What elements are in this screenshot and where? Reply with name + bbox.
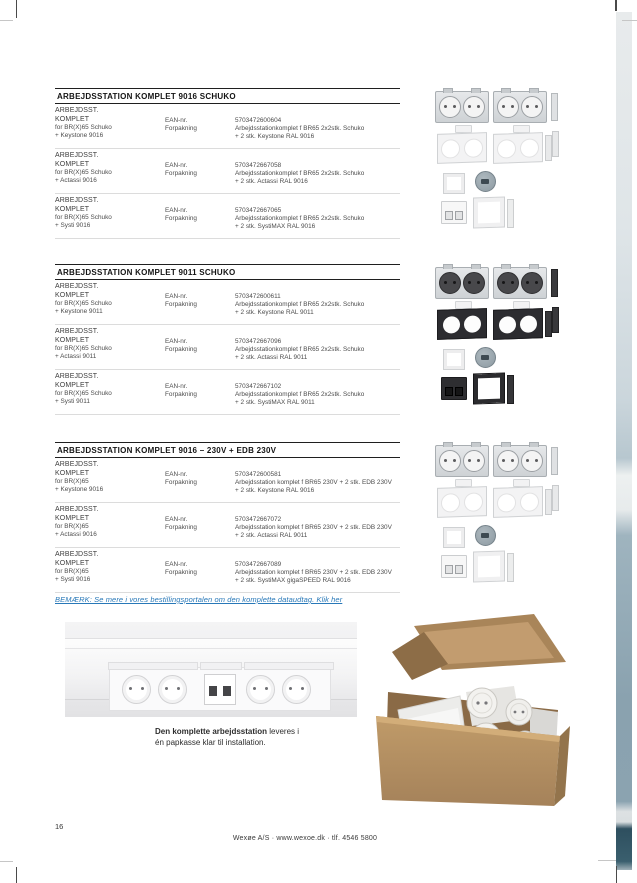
square-frame-illustration [443, 349, 465, 370]
crop-mark-top-right-v [615, 0, 617, 11]
product-variant: + Actassi 9011 [55, 353, 97, 361]
crop-mark-bottom-right-v [616, 866, 617, 883]
socket-hole [520, 315, 537, 333]
field-labels-cell [165, 328, 235, 369]
crop-mark-bottom-left-h [0, 861, 13, 862]
end-cap-illustration [551, 269, 558, 297]
schuko-socket-icon [463, 272, 485, 294]
socket-hole [441, 493, 460, 513]
cardboard-box-illustration [362, 608, 574, 808]
caption-bold: Den komplette arbejdsstation [155, 727, 268, 736]
ean-label: EAN-nr. [165, 382, 188, 390]
product-variant: + Systi 9016 [55, 576, 91, 584]
values-cell [235, 506, 400, 547]
packaging-description: + 2 stk. Actassi RAL 9016 [235, 177, 308, 185]
packaging-description: Arbejdsstation komplet f BR65 230V + 2 stk. EDB 230V [235, 523, 392, 531]
packaging-description: + 2 stk. Keystone RAL 9016 [235, 486, 315, 494]
cover-strip [108, 662, 198, 670]
table-title: ARBEJDSSTATION KOMPLET 9016 – 230V + EDB 230V [55, 442, 400, 458]
product-name-line: KOMPLET [55, 205, 90, 213]
product-name-line: ARBEJDSST. [55, 283, 99, 290]
table-row [55, 194, 400, 239]
square-frame-illustration [443, 527, 465, 548]
product-name-cell [55, 328, 165, 369]
data-outlet-illustration [441, 377, 467, 400]
field-labels-cell [165, 107, 235, 148]
data-outlet-illustration [441, 201, 467, 224]
packaging-description: Arbejdsstationkomplet f BR65 2x2stk. Schuko [235, 169, 365, 177]
product-table-9011-schuko [55, 264, 400, 415]
field-labels-cell [165, 283, 235, 324]
ean-number: 5703472667096 [235, 337, 282, 345]
product-name-line: ARBEJDSST. [55, 328, 99, 335]
socket-module-illustration [493, 267, 547, 299]
table-title: ARBEJDSSTATION KOMPLET 9016 SCHUKO [55, 88, 400, 104]
values-cell [235, 328, 400, 369]
photo-mounted-workstation [65, 622, 357, 717]
packaging-label: Forpakning [165, 390, 197, 398]
next-page-edge-photo [616, 12, 632, 870]
product-name-line: KOMPLET [55, 336, 90, 344]
packaging-description: Arbejdsstationkomplet f BR65 2x2stk. Schuko [235, 300, 365, 308]
packaging-description: + 2 stk. Keystone RAL 9011 [235, 308, 314, 316]
table-row [55, 548, 400, 593]
field-labels-cell [165, 152, 235, 193]
product-name-line: KOMPLET [55, 469, 90, 477]
product-table-9016-230v-edb [55, 442, 400, 593]
ean-label: EAN-nr. [165, 116, 188, 124]
table-row [55, 370, 400, 415]
side-strip-illustration [552, 131, 559, 157]
rect-frame-illustration [473, 372, 505, 404]
schuko-socket-icon [158, 675, 187, 704]
values-cell [235, 461, 400, 502]
table-row [55, 149, 400, 194]
socket-hole [441, 139, 460, 159]
packaging-label: Forpakning [165, 124, 197, 132]
danish-socket-icon [521, 450, 543, 472]
crop-mark-bottom-left-v [16, 867, 17, 883]
packaging-label: Forpakning [165, 523, 197, 531]
schuko-socket-icon [439, 272, 461, 294]
socket-hole [499, 316, 516, 334]
product-variant: for BR(X)65 [55, 478, 89, 485]
field-labels-cell [165, 551, 235, 592]
socket-module-illustration [493, 91, 547, 123]
packaging-label: Forpakning [165, 345, 197, 353]
ean-number: 5703472667065 [235, 206, 282, 214]
packaging-description: Arbejdsstation komplet f BR65 230V + 2 stk. EDB 230V [235, 478, 392, 486]
crop-mark-top-right-h [622, 20, 637, 21]
product-name-line: ARBEJDSST. [55, 107, 99, 114]
packaging-description: Arbejdsstationkomplet f BR65 2x2stk. Schuko [235, 390, 365, 398]
packaging-description: Arbejdsstationkomplet f BR65 2x2stk. Schuko [235, 345, 365, 353]
rect-frame-illustration [473, 196, 505, 228]
product-image-9011-schuko-parts [433, 261, 559, 409]
packaging-description: Arbejdsstation komplet f BR65 230V + 2 stk. EDB 230V [235, 568, 392, 576]
values-cell [235, 551, 400, 592]
packaging-label: Forpakning [165, 478, 197, 486]
values-cell [235, 197, 400, 238]
values-cell [235, 283, 400, 324]
mounting-disc-illustration [475, 525, 496, 546]
cover-frame-illustration [493, 486, 543, 518]
side-strip-illustration [545, 489, 552, 515]
ean-number: 5703472667102 [235, 382, 282, 390]
product-name-cell [55, 461, 165, 502]
side-strip-illustration [507, 553, 514, 582]
product-name-cell [55, 197, 165, 238]
product-name-line: KOMPLET [55, 160, 90, 168]
danish-socket-icon [497, 450, 519, 472]
side-strip-illustration [507, 199, 514, 228]
ean-number: 5703472600581 [235, 470, 282, 478]
packaging-description: + 2 stk. Actassi RAL 9011 [235, 531, 308, 539]
field-labels-cell [165, 197, 235, 238]
schuko-socket-icon [122, 675, 151, 704]
product-name-cell [55, 506, 165, 547]
product-variant: + Keystone 9016 [55, 132, 104, 140]
cover-frame-illustration [493, 132, 543, 164]
cover-strip [244, 662, 334, 670]
ean-number: 5703472600604 [235, 116, 282, 124]
data-outlet-illustration [441, 555, 467, 578]
product-variant: for BR(X)65 Schuko [55, 345, 112, 352]
socket-hole [520, 138, 539, 158]
end-cap-illustration [551, 447, 558, 475]
schuko-socket-icon [246, 675, 275, 704]
socket-module-illustration [435, 91, 489, 123]
product-name-line: KOMPLET [55, 559, 90, 567]
mounting-disc-illustration [475, 171, 496, 192]
photo-packaging-box [362, 608, 574, 808]
ean-label: EAN-nr. [165, 337, 188, 345]
photo-caption [155, 726, 370, 748]
schuko-socket-icon [497, 96, 519, 118]
crop-mark-top-left-v [16, 0, 17, 18]
ean-number: 5703472667072 [235, 515, 282, 523]
cover-frame-illustration [437, 132, 487, 164]
packaging-description: + 2 stk. SystiMAX RAL 9016 [235, 222, 316, 230]
crop-mark-top-left-h [0, 20, 13, 21]
square-frame-illustration [443, 173, 465, 194]
bestillingsportal-link[interactable]: BEMÆRK: Se mere i vores bestillingsportalen om den komplette dataudtag. Klik her [55, 595, 343, 604]
socket-panel [109, 667, 331, 711]
ean-label: EAN-nr. [165, 161, 188, 169]
footer-publisher: Wexøe A/S · www.wexoe.dk · tlf. 4546 5800 [232, 835, 378, 842]
product-name-cell [55, 551, 165, 592]
packaging-label: Forpakning [165, 300, 197, 308]
table-row [55, 458, 400, 503]
side-strip-illustration [545, 135, 552, 161]
product-variant: + Keystone 9011 [55, 308, 103, 316]
product-variant: + Actassi 9016 [55, 177, 97, 185]
caption-line-1 [155, 726, 370, 737]
data-outlet-icon [204, 674, 236, 705]
product-name-line: ARBEJDSST. [55, 551, 99, 558]
socket-hole [464, 138, 483, 158]
packaging-label: Forpakning [165, 214, 197, 222]
schuko-socket-icon [521, 272, 543, 294]
end-cap-illustration [551, 93, 558, 121]
product-variant: for BR(X)65 [55, 523, 89, 530]
socket-hole [464, 492, 483, 512]
product-variant: + Keystone 9016 [55, 486, 104, 494]
field-labels-cell [165, 461, 235, 502]
socket-hole [464, 315, 481, 333]
cover-frame-illustration [437, 308, 487, 340]
page-number: 16 [55, 822, 64, 831]
product-name-cell [55, 107, 165, 148]
packaging-description: + 2 stk. Actassi RAL 9011 [235, 353, 308, 361]
product-name-line: KOMPLET [55, 291, 90, 299]
field-labels-cell [165, 506, 235, 547]
field-labels-cell [165, 373, 235, 414]
caption-rest: leveres i [267, 727, 300, 736]
packaging-description: Arbejdsstationkomplet f BR65 2x2stk. Schuko [235, 214, 365, 222]
ean-label: EAN-nr. [165, 515, 188, 523]
packaging-description: Arbejdsstationkomplet f BR65 2x2stk. Schuko [235, 124, 365, 132]
product-variant: for BR(X)65 Schuko [55, 169, 112, 176]
mounting-disc-illustration [475, 347, 496, 368]
packaging-description: + 2 stk. Keystone RAL 9016 [235, 132, 315, 140]
side-strip-illustration [545, 311, 552, 337]
product-variant: for BR(X)65 Schuko [55, 214, 112, 221]
rect-frame-illustration [473, 550, 505, 582]
product-variant: + Systi 9016 [55, 222, 91, 230]
product-name-cell [55, 152, 165, 193]
packaging-description: + 2 stk. SystiMAX gigaSPEED RAL 9016 [235, 576, 351, 584]
product-name-line: KOMPLET [55, 381, 90, 389]
ean-number: 5703472667058 [235, 161, 282, 169]
table-row [55, 503, 400, 548]
ean-label: EAN-nr. [165, 470, 188, 478]
schuko-socket-icon [282, 675, 311, 704]
socket-hole [443, 316, 460, 334]
product-name-line: ARBEJDSST. [55, 373, 99, 380]
packaging-label: Forpakning [165, 169, 197, 177]
product-table-9016-schuko [55, 88, 400, 239]
product-variant: + Actassi 9016 [55, 531, 97, 539]
schuko-socket-icon [463, 96, 485, 118]
product-name-line: KOMPLET [55, 115, 90, 123]
ean-label: EAN-nr. [165, 292, 188, 300]
socket-hole [497, 493, 516, 513]
schuko-socket-icon [497, 272, 519, 294]
table-row [55, 280, 400, 325]
socket-hole [497, 139, 516, 159]
caption-line-2: én papkasse klar til installation. [155, 738, 266, 747]
product-name-line: ARBEJDSST. [55, 506, 99, 513]
product-name-cell [55, 373, 165, 414]
product-name-cell [55, 283, 165, 324]
cable-trunking [65, 638, 357, 700]
side-strip-illustration [552, 307, 559, 333]
values-cell [235, 373, 400, 414]
cover-frame-illustration [437, 486, 487, 518]
product-variant: for BR(X)65 Schuko [55, 124, 112, 131]
product-image-9016-schuko-parts [433, 85, 559, 233]
product-name-line: KOMPLET [55, 514, 90, 522]
schuko-socket-icon [439, 96, 461, 118]
cover-strip [200, 662, 242, 670]
product-image-9016-230v-edb-parts [433, 439, 559, 587]
ean-label: EAN-nr. [165, 560, 188, 568]
product-variant: for BR(X)65 [55, 568, 89, 575]
table-row [55, 325, 400, 370]
side-strip-illustration [552, 485, 559, 511]
table-title: ARBEJDSSTATION KOMPLET 9011 SCHUKO [55, 264, 400, 280]
cover-frame-illustration [493, 308, 543, 340]
product-name-line: ARBEJDSST. [55, 461, 99, 468]
ean-label: EAN-nr. [165, 206, 188, 214]
values-cell [235, 107, 400, 148]
socket-hole [520, 492, 539, 512]
table-row [55, 104, 400, 149]
socket-module-illustration [435, 267, 489, 299]
values-cell [235, 152, 400, 193]
ean-number: 5703472667089 [235, 560, 282, 568]
product-name-line: ARBEJDSST. [55, 152, 99, 159]
packaging-label: Forpakning [165, 568, 197, 576]
schuko-socket-icon [521, 96, 543, 118]
side-strip-illustration [507, 375, 514, 404]
socket-module-illustration [493, 445, 547, 477]
product-variant: for BR(X)65 Schuko [55, 390, 112, 397]
product-variant: + Systi 9011 [55, 398, 90, 406]
ean-number: 5703472600611 [235, 292, 281, 300]
product-name-line: ARBEJDSST. [55, 197, 99, 204]
packaging-description: + 2 stk. SystiMAX RAL 9011 [235, 398, 315, 406]
danish-socket-icon [463, 450, 485, 472]
danish-socket-icon [439, 450, 461, 472]
product-variant: for BR(X)65 Schuko [55, 300, 112, 307]
socket-module-illustration [435, 445, 489, 477]
